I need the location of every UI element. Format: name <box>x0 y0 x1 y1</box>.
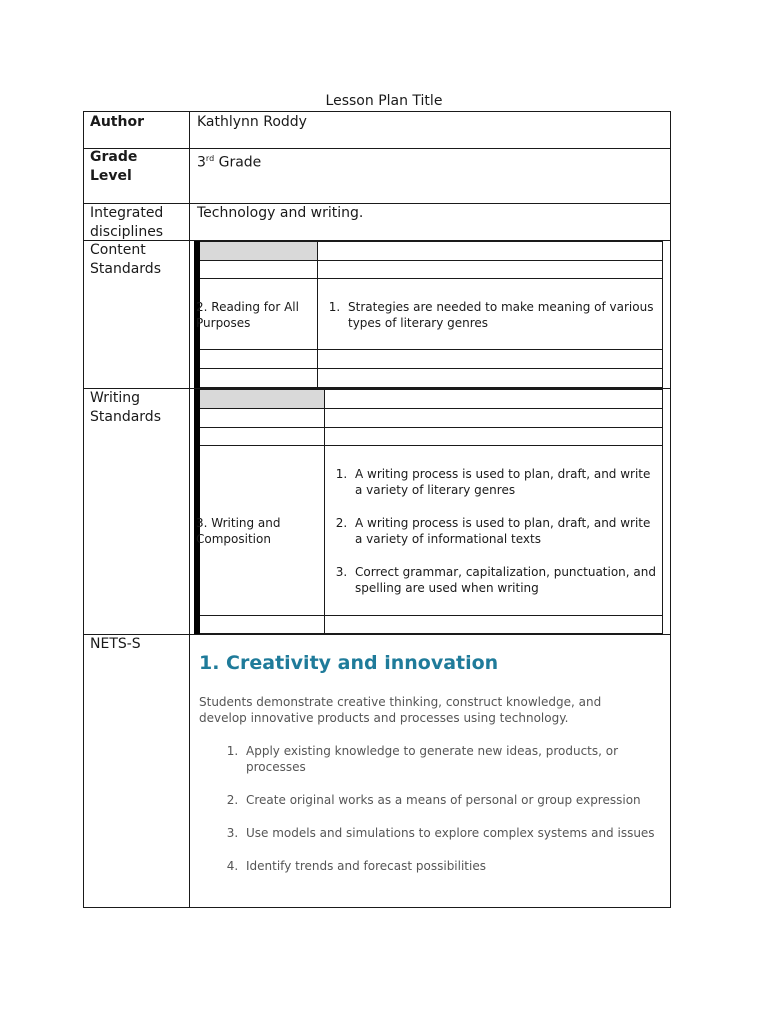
list-item: 1. Strategies are needed to make meaning of various types of literary genres <box>344 299 657 331</box>
content-standard-name: 2. Reading for All Purposes <box>196 300 299 330</box>
writing-standard-items <box>329 466 659 613</box>
grade-suffix: rd <box>205 154 215 163</box>
list-item: 2. A writing process is used to plan, draft, and write a variety of informational texts <box>351 515 659 547</box>
nets-label: NETS-S <box>90 636 141 652</box>
list-item: 2. Create original works as a means of personal or group expression <box>242 792 672 808</box>
writing-standards-label: Writing Standards <box>90 390 161 425</box>
grade-number: 3 <box>197 154 206 171</box>
list-item: 3. Use models and simulations to explore complex systems and issues <box>242 825 672 841</box>
nets-description: Students demonstrate creative thinking, construct knowledge, and develop innovative products and processes using technology. <box>199 695 602 725</box>
list-item: 3. Correct grammar, capitalization, punctuation, and spelling are used when writing <box>351 564 659 596</box>
page-title: Lesson Plan Title <box>325 93 443 109</box>
writing-standard-name: 3. Writing and Composition <box>196 516 281 546</box>
grade-value <box>197 149 261 173</box>
list-item: 1. A writing process is used to plan, draft, and write a variety of literary genres <box>351 466 659 498</box>
integrated-value: Technology and writing. <box>197 205 364 221</box>
author-value: Kathlynn Roddy <box>197 114 307 130</box>
list-item: 1. Apply existing knowledge to generate new ideas, products, or processes <box>242 743 672 775</box>
grade-text: Grade <box>214 154 262 171</box>
content-standard-items <box>322 299 657 348</box>
author-label: Author <box>90 114 144 130</box>
nets-items <box>220 743 672 891</box>
nets-heading: 1. Creativity and innovation <box>199 652 499 674</box>
list-item: 4. Identify trends and forecast possibilities <box>242 858 672 874</box>
content-standards-label: Content Standards <box>90 242 161 277</box>
grade-label: Grade Level <box>90 149 138 184</box>
integrated-label: Integrated disciplines <box>90 205 164 240</box>
